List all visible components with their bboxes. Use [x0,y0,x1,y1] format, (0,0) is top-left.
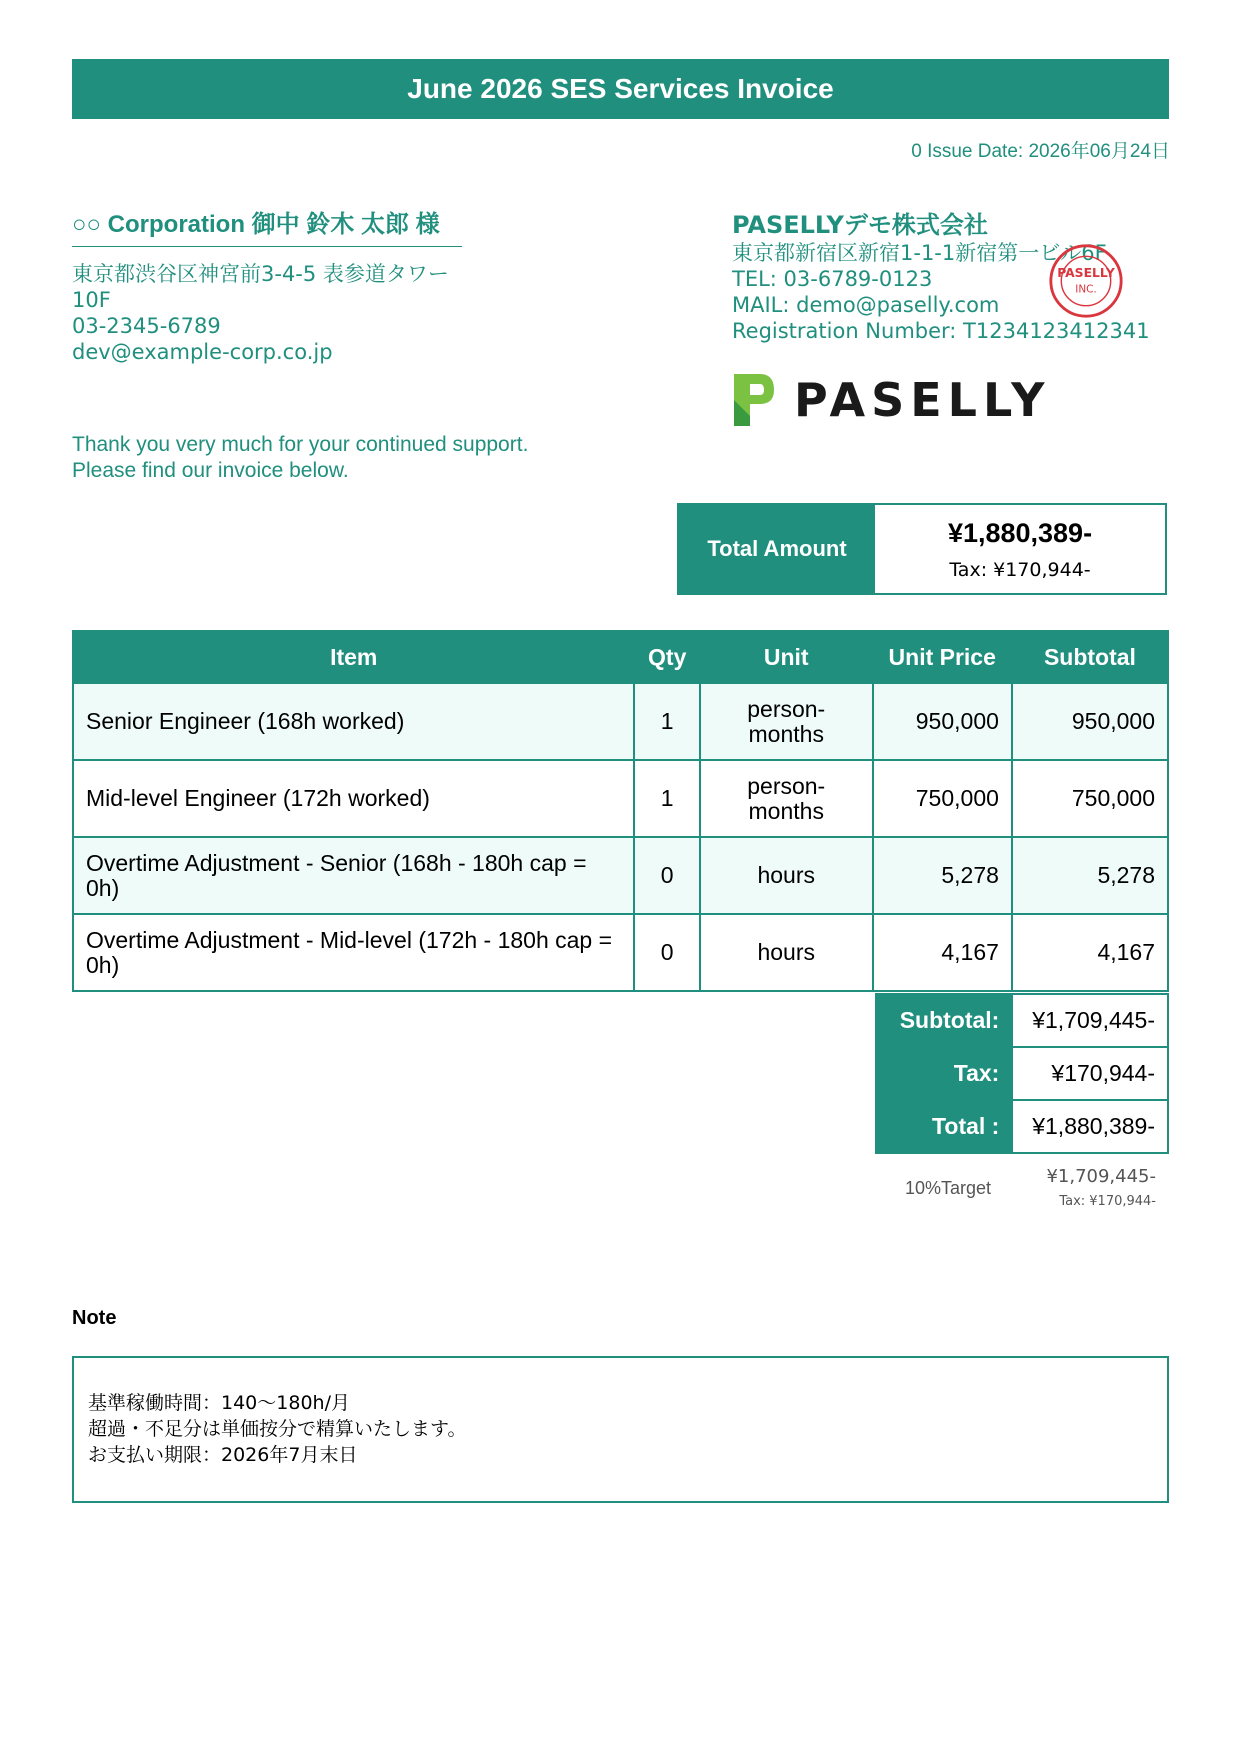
table-row [73,683,1168,760]
tax-target-label: 10%Target [905,1178,992,1198]
note-line-1: 基準稼働時間：140〜180h/月 [88,1392,350,1414]
total-value: ¥1,880,389- [1012,1100,1168,1153]
tax-target-amount: ¥1,709,445- [1046,1166,1156,1187]
note-line-2: 超過・不足分は単価按分で精算いたします。 [88,1418,467,1440]
cell-unit: person-months [700,760,873,837]
paselly-logo [732,370,1062,430]
greeting-line-2: Please find our invoice below. [72,459,349,482]
table-header-row [73,631,1168,683]
header-subtotal: Subtotal [1012,631,1168,683]
total-label: Total : [876,1100,1012,1153]
client-info [72,261,462,365]
total-row [876,1100,1168,1153]
header-qty: Qty [634,631,699,683]
issue-date: 0 Issue Date: 2026年06月24日 [911,141,1170,162]
cell-unit-price: 750,000 [873,760,1012,837]
greeting [72,432,528,484]
total-amount-label: Total Amount [679,505,875,593]
cell-item: Mid-level Engineer (172h worked) [73,760,634,837]
cell-item: Overtime Adjustment - Senior (168h - 180h cap = 0h) [73,837,634,914]
tax-target-tax: Tax: ¥170,944- [1059,1194,1156,1209]
company-seal-icon [1048,243,1124,319]
client-address: 東京都渋谷区神宮前3-4-5 表参道タワー10F [72,262,449,312]
note-line-3: お支払い期限：2026年7月末日 [88,1444,358,1466]
issuer-registration: Registration Number: T1234123412341 [732,319,1150,343]
table-row [73,914,1168,991]
cell-unit-price: 5,278 [873,837,1012,914]
total-amount-values [875,505,1165,593]
cell-item: Senior Engineer (168h worked) [73,683,634,760]
cell-unit: hours [700,914,873,991]
header-unit-price: Unit Price [873,631,1012,683]
cell-unit: person-months [700,683,873,760]
total-amount-box [677,503,1167,595]
invoice-title: June 2026 SES Services Invoice [72,59,1169,119]
totals-summary [875,993,1169,1154]
issuer-mail: MAIL: demo@paselly.com [732,293,1000,317]
header-unit: Unit [700,631,873,683]
line-items-table [72,630,1169,992]
cell-qty: 1 [634,760,699,837]
cell-unit-price: 4,167 [873,914,1012,991]
subtotal-row [876,994,1168,1047]
table-row [73,837,1168,914]
client-name: ○○ Corporation 御中 鈴木 太郎 様 [72,210,462,247]
note-title: Note [72,1307,117,1329]
cell-subtotal: 750,000 [1012,760,1168,837]
svg-text:PASELLY: PASELLY [794,373,1051,427]
tax-value: ¥170,944- [1012,1047,1168,1100]
client-email: dev@example-corp.co.jp [72,340,333,364]
total-amount-value: ¥1,880,389- [947,517,1093,548]
svg-text:INC.: INC. [1075,283,1097,296]
issuer-address: 東京都新宿区新宿1-1-1新宿第一ビル6F [732,241,1107,265]
cell-subtotal: 950,000 [1012,683,1168,760]
issuer-tel: TEL: 03-6789-0123 [732,267,933,291]
cell-unit-price: 950,000 [873,683,1012,760]
subtotal-value: ¥1,709,445- [1012,994,1168,1047]
subtotal-label: Subtotal: [876,994,1012,1047]
tax-row [876,1047,1168,1100]
client-block [72,210,462,365]
issuer-name: PASELLYデモ株式会社 [732,211,988,239]
cell-qty: 1 [634,683,699,760]
cell-item: Overtime Adjustment - Mid-level (172h - 180h cap = 0h) [73,914,634,991]
tax-label: Tax: [876,1047,1012,1100]
cell-subtotal: 5,278 [1012,837,1168,914]
svg-text:PASELLY: PASELLY [1057,266,1115,281]
greeting-line-1: Thank you very much for your continued support. [72,433,529,456]
cell-qty: 0 [634,914,699,991]
note-box [72,1356,1169,1503]
client-tel: 03-2345-6789 [72,314,221,338]
total-amount-tax: Tax: ¥170,944- [949,558,1091,581]
cell-qty: 0 [634,837,699,914]
cell-subtotal: 4,167 [1012,914,1168,991]
cell-unit: hours [700,837,873,914]
tax-breakdown [1046,1166,1156,1209]
header-item: Item [73,631,634,683]
table-row [73,760,1168,837]
